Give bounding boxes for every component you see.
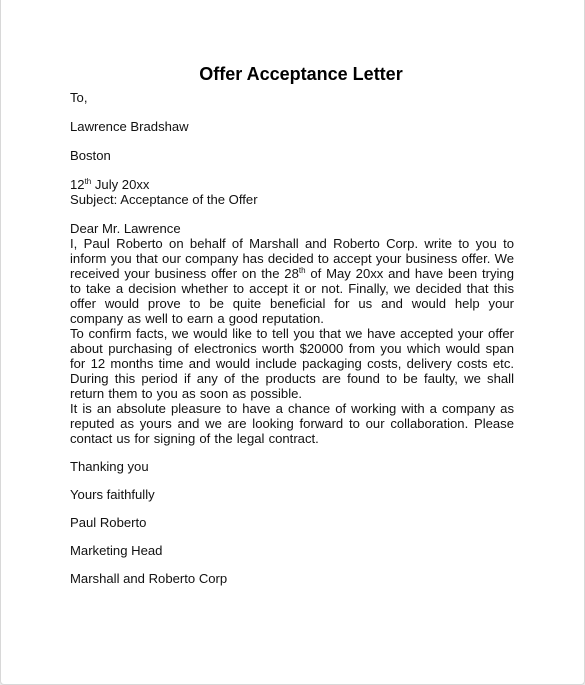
sender-title: Marketing Head [70,543,163,558]
paragraph-3: It is an absolute pleasure to have a chance of working with a company as reputed as yours and we are looking forward to our collaboration. Please contact us for signing of the legal contract. [70,401,514,446]
letter-greeting: Dear Mr. Lawrence [70,221,181,236]
recipient-city: Boston [70,148,111,163]
letter-subject: Subject: Acceptance of the Offer [70,192,258,207]
sender-company: Marshall and Roberto Corp [70,571,228,586]
letter-date [70,177,514,192]
date-day: 12 [70,177,85,192]
paragraph-2: To confirm facts, we would like to tell you that we have accepted your offer about purchasing of electronics worth $20000 from you which would span for 12 months time and would include packaging costs, delivery costs etc. During this period if any of the products are found to be faulty, we shall return them to you as soon as possible. [70,326,514,401]
paragraph-1-part1: I, Paul Roberto on behalf of Marshall and Roberto Corp. write to you to inform you that our company has decided to accept your business offer. We received your business offer on the 28 [70,236,514,281]
letter-title: Offer Acceptance Letter [199,64,403,84]
date-day-suffix: th [84,177,92,186]
to-label: To, [70,90,88,105]
sender-name: Paul Roberto [70,515,147,530]
paragraph-1-part2: of May 20xx and have been trying to take a decision whether to accept it or not. Finally, we decided that this offer would prove to be quite beneficial for us and would help your company as well to earn a good reputation. [70,266,514,326]
date-rest: July 20xx [91,177,150,192]
paragraph-1 [70,236,514,326]
recipient-name: Lawrence Bradshaw [70,119,189,134]
letter-body [70,62,514,586]
thanks-line: Thanking you [70,459,149,474]
closing-line: Yours faithfully [70,487,155,502]
paragraph-1-suffix: th [298,266,306,275]
